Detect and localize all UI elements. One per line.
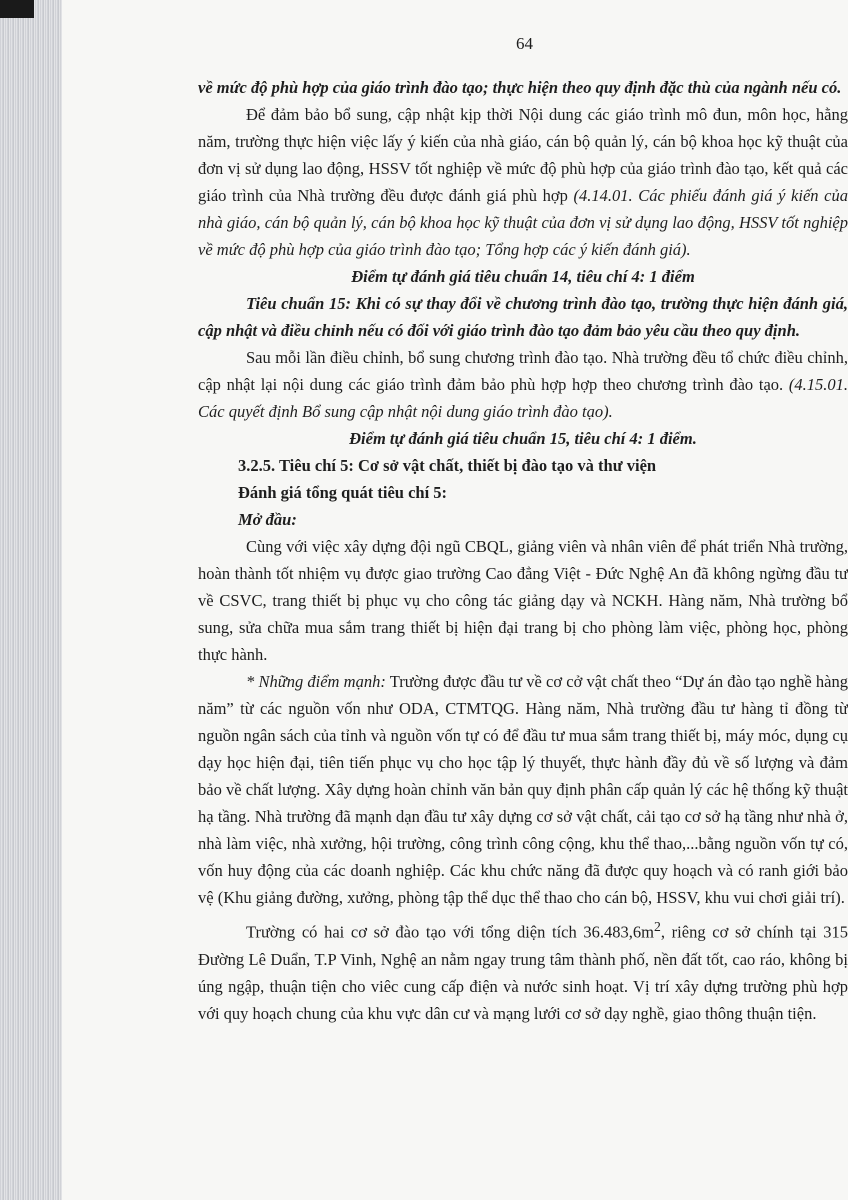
page-content bbox=[198, 30, 848, 1027]
paragraph-text: Sau mỗi lần điều chỉnh, bổ sung chương trình đào tạo. Nhà trường đều tổ chức điều chỉnh, cập nhật lại nội dung các giáo trình đảm bảo phù hợp hợp theo chương trình đào tạo. bbox=[198, 348, 848, 394]
paragraph-standard-14-evidence bbox=[198, 101, 848, 263]
book-binding-edge bbox=[0, 0, 62, 1200]
paragraph-criteria-continuation: về mức độ phù hợp của giáo trình đào tạo; thực hiện theo quy định đặc thù của ngành nếu có. bbox=[198, 78, 842, 97]
strengths-label: * Những điểm mạnh: bbox=[246, 672, 386, 691]
general-assessment-heading: Đánh giá tổng quát tiêu chí 5: bbox=[238, 483, 448, 502]
score-standard-14: Điểm tự đánh giá tiêu chuẩn 14, tiêu chí 4: 1 điểm bbox=[351, 267, 695, 286]
superscript: 2 bbox=[654, 919, 661, 934]
binding-corner-mark bbox=[0, 0, 34, 18]
paragraph-text: Để đảm bảo bổ sung, cập nhật kịp thời Nội dung các giáo trình mô đun, môn học, hằng năm, trường thực hiện việc lấy ý kiến của nhà giáo, cán bộ quản lý, cán bộ khoa học kỹ thuật của đơn vị sử dụng lao động, HSSV tốt nghiệp về mức độ phù hợp của giáo trình đào tạo, kết quả các giáo trình của Nhà trường đều được đánh giá phù hợp bbox=[198, 105, 848, 205]
evidence-reference: (4.15.01. Các quyết định Bổ sung cập nhật nội dung giáo trình đào tạo). bbox=[198, 375, 848, 421]
paragraph-text: Trường có hai cơ sở đào tạo với tổng diện tích 36.483,6m bbox=[246, 922, 655, 942]
paragraph-strengths bbox=[198, 668, 848, 911]
paragraph-text: Trường được đầu tư về cơ cở vật chất theo “Dự án đào tạo nghề hàng năm” từ các nguồn vốn như ODA, CTMTQG. Hàng năm, Nhà trường đầu tư hàng tỉ đồng từ nguồn ngân sách của tỉnh và nguồn vốn tự có để đầu tư mua sắm trang thiết bị, máy móc, dụng cụ dạy học hiện đại, tiên tiến phục vụ cho học tập lý thuyết, thực hành đầy đủ về số lượng và đảm bảo về chất lượng. Xây dựng hoàn chỉnh văn bản quy định phân cấp quản lý các hệ thống kỹ thuật hạ tầng. Nhà trường đã mạnh dạn đầu tư xây dựng cơ sở vật chất, cải tạo cơ sở hạ tầng như nhà ở, nhà làm việc, nhà xưởng, hội trường, công trình công cộng, khu thể thao,...bằng nguồn vốn tự có, vốn huy động của các doanh nghiệp. Các khu chức năng đã được quy hoạch và có ranh giới bảo vệ (Khu giảng đường, xưởng, phòng tập thể dục thể thao cho cán bộ, HSSV, khu vui chơi giải trí). bbox=[198, 672, 848, 907]
paragraph-standard-15-evidence bbox=[198, 344, 848, 425]
standard-15-heading: Tiêu chuẩn 15: Khi có sự thay đổi về chương trình đào tạo, trường thực hiện đánh giá, cập nhật và điều chỉnh nếu có đối với giáo trình đào tạo đảm bảo yêu cầu theo quy định. bbox=[198, 294, 848, 340]
score-standard-15: Điểm tự đánh giá tiêu chuẩn 15, tiêu chí 4: 1 điểm. bbox=[349, 429, 697, 448]
page-number: 64 bbox=[516, 34, 533, 53]
paragraph-text: , riêng cơ sở chính tại 315 Đường Lê Duẩn, T.P Vinh, Nghệ an nằm ngay trung tâm thành phố, nền đất tốt, cao ráo, không bị úng ngập, thuận tiện cho viêc cung cấp điện và nước sinh hoạt. Vị trí xây dựng trường phù hợp với quy hoạch chung của khu vực dân cư và mạng lưới cơ sở dạy nghề, giao thông thuận tiện. bbox=[198, 922, 848, 1023]
paragraph-introduction: Cùng với việc xây dựng đội ngũ CBQL, giảng viên và nhân viên để phát triển Nhà trường, hoàn thành tốt nhiệm vụ được giao trường Cao đẳng Việt - Đức Nghệ An đã không ngừng đầu tư về CSVC, trang thiết bị phục vụ cho công tác giảng dạy và NCKH. Hàng năm, Nhà trường bổ sung, sửa chữa mua sắm trang thiết bị hiện đại trang bị cho phòng làm việc, phòng học, phòng thực hành. bbox=[198, 537, 848, 664]
intro-heading: Mở đầu: bbox=[238, 510, 297, 529]
evidence-reference: (4.14.01. Các phiếu đánh giá ý kiến của nhà giáo, cán bộ quản lý, cán bộ khoa học kỹ thuật của đơn vị sử dụng lao động, HSSV tốt nghiệp về mức độ phù hợp của giáo trình đào tạo; Tổng hợp các ý kiến đánh giá). bbox=[198, 186, 848, 259]
paragraph-campus-info bbox=[198, 913, 848, 1027]
section-heading-3-2-5: 3.2.5. Tiêu chí 5: Cơ sở vật chất, thiết bị đào tạo và thư viện bbox=[238, 456, 657, 475]
